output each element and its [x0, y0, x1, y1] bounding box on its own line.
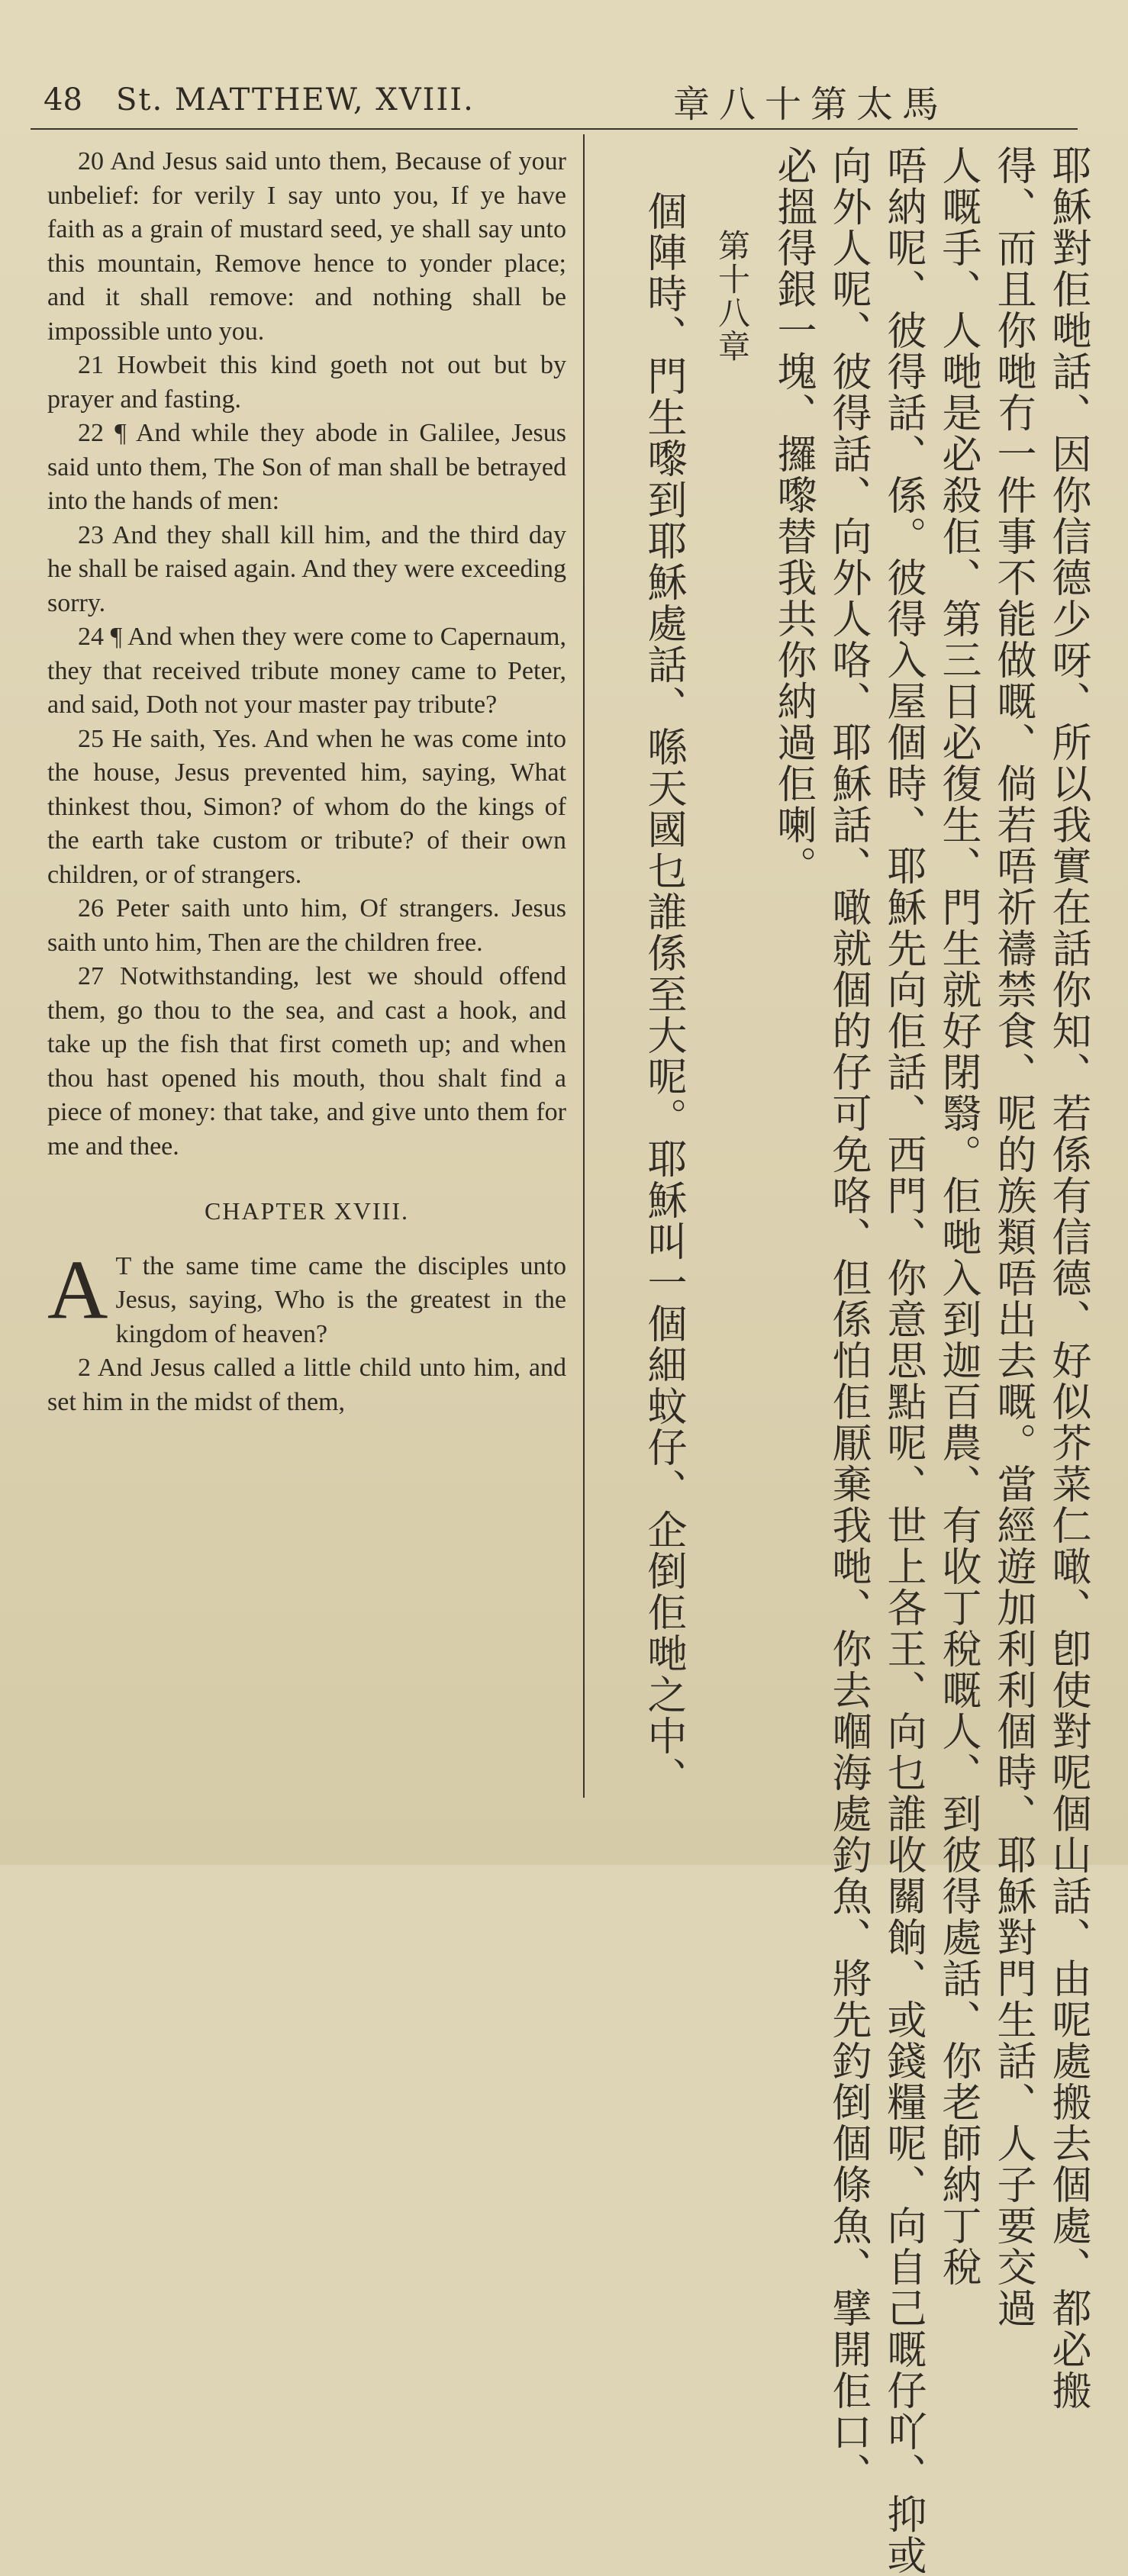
verse-22: 22 ¶ And while they abode in Galilee, Jesus said unto them, The Son of man shall be betrayed into the hands of men: [47, 419, 566, 515]
running-title: St. MATTHEW, XVIII. [116, 82, 475, 118]
chinese-column [594, 137, 1091, 2576]
chapter-18-verse-2: 2 And Jesus called a little child unto him, and set him in the midst of them, [47, 1354, 566, 1416]
header-rule [31, 128, 1078, 130]
verse-25: 25 He saith, Yes. And when he was come into the house, Jesus prevented him, saying, What thinkest thou, Simon? of whom do the kings of the earth take custom or tribute? of their own children, or of strangers. [47, 724, 566, 889]
chinese-line-6: 必搵得銀一塊、攞嚟替我共你納過佢喇。 [770, 145, 816, 887]
chapter-18-verse-1 [47, 1242, 566, 1352]
chinese-line-2: 得、而且你哋冇一件事不能做嘅、倘若唔祈禱禁食、呢的族類唔出去嘅。當經遊加利利個時、耶穌對門生話、人子要交過 [990, 145, 1036, 2329]
page-header [40, 70, 1093, 131]
english-column [47, 145, 566, 1419]
verse-26: 26 Peter saith unto him, Of strangers. Jesus saith unto him, Then are the children free. [47, 894, 566, 957]
chinese-line-5: 向外人呢、彼得話、向外人咯、耶穌話、噉就個的仔可免咯、但係怕佢厭棄我哋、你去嗰海處釣魚、將先釣倒個條魚、擘開佢口、 [825, 145, 871, 2494]
column-divider [583, 134, 585, 1798]
verse-23: 23 And they shall kill him, and the third day he shall be raised again. And they were exceeding sorry. [47, 520, 566, 617]
drop-cap: A [47, 1242, 108, 1336]
chinese-line-7: 個陣時、門生嚟到耶穌處話、喺天國乜誰係至大呢。耶穌叫一個細蚊仔、企倒佢哋之中、 [640, 191, 686, 1798]
chapter-heading: CHAPTER XVIII. [205, 1197, 409, 1225]
verse-1-text: T the same time came the disciples unto Jesus, saying, Who is the greatest in the kingdom of heaven? [115, 1251, 566, 1348]
page-number: 48 [44, 82, 82, 118]
chinese-line-1: 耶穌對佢哋話、因你信德少呀、所以我實在話你知、若係有信德、好似芥菜仁噉、卽使對呢個山話、由呢處搬去個處、都必搬 [1045, 145, 1091, 2411]
verse-27: 27 Notwithstanding, lest we should offend them, go thou to the sea, and cast a hook, and take up the fish that first cometh up; and when thou hast opened his mouth, thou shalt find a piece of money: that take, and give unto them for me and thee. [47, 962, 566, 1161]
verse-20: 20 And Jesus said unto them, Because of your unbelief: for verily I say unto you, If ye have faith as a grain of mustard seed, ye shall say unto this mountain, Remove hence to yonder place; and it shall remove: and nothing shall be impossible unto you. [47, 147, 566, 346]
chinese-running-title: 章八十第太馬 [673, 83, 949, 126]
verse-24: 24 ¶ And when they were come to Capernaum, they that received tribute money came to Peter, and said, Doth not your master pay tribute? [47, 623, 566, 719]
verse-21: 21 Howbeit this kind goeth not out but by prayer and fasting. [47, 351, 566, 414]
chinese-line-4: 唔納呢、彼得話、係。彼得入屋個時、耶穌先向佢話、西門、你意思點呢、世上各王、向乜誰收關餉、或錢糧呢、向自己嘅仔吖、抑或 [880, 145, 926, 2576]
chinese-line-3: 人嘅手、人哋是必殺佢、第三日必復生、門生就好閉翳。佢哋入到迦百農、有收丁稅嘅人、到彼得處話、你老師納丁稅 [935, 145, 981, 2288]
chinese-chapter-heading: 第十八章 [714, 229, 751, 363]
